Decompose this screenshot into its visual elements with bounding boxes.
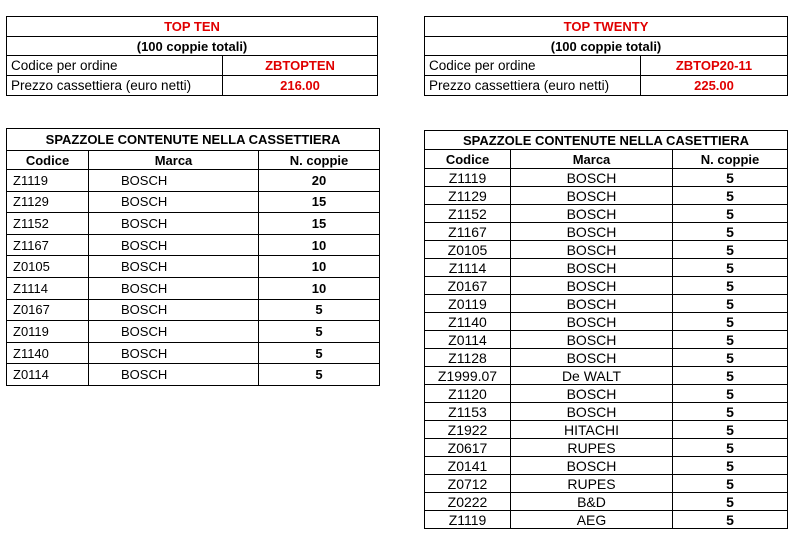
brand-cell: BOSCH — [89, 321, 259, 343]
code-cell: Z0114 — [425, 331, 511, 349]
right-table-row — [425, 259, 788, 277]
left-table-row — [7, 364, 380, 386]
code-cell: Z1167 — [425, 223, 511, 241]
brand-cell: BOSCH — [511, 187, 673, 205]
code-cell: Z0712 — [425, 475, 511, 493]
top-ten-subtitle: (100 coppie totali) — [7, 37, 378, 56]
pairs-cell: 5 — [673, 205, 788, 223]
pairs-cell: 5 — [673, 511, 788, 529]
brand-cell: BOSCH — [511, 241, 673, 259]
top-ten-code-label: Codice per ordine — [7, 56, 223, 76]
code-cell: Z1140 — [7, 342, 89, 364]
left-table-row — [7, 170, 380, 192]
code-cell: Z1152 — [7, 213, 89, 235]
right-table-row — [425, 277, 788, 295]
pairs-cell: 5 — [673, 169, 788, 187]
right-table-title: SPAZZOLE CONTENUTE NELLA CASETTIERA — [425, 131, 788, 150]
right-table-row — [425, 475, 788, 493]
code-cell: Z1119 — [425, 169, 511, 187]
top-ten-code-value: ZBTOPTEN — [223, 56, 378, 76]
pairs-cell: 5 — [673, 241, 788, 259]
right-table-row — [425, 439, 788, 457]
code-cell: Z0119 — [425, 295, 511, 313]
brand-cell: RUPES — [511, 439, 673, 457]
right-table-row — [425, 241, 788, 259]
brand-cell: BOSCH — [511, 277, 673, 295]
right-brush-table — [424, 130, 788, 529]
pairs-cell: 5 — [673, 277, 788, 295]
code-cell: Z0105 — [7, 256, 89, 278]
pairs-cell: 5 — [673, 295, 788, 313]
top-twenty-code-label: Codice per ordine — [425, 56, 641, 76]
right-col-header-pairs: N. coppie — [673, 150, 788, 169]
brand-cell: BOSCH — [89, 213, 259, 235]
brand-cell: BOSCH — [511, 169, 673, 187]
left-table-row — [7, 234, 380, 256]
left-table-row — [7, 191, 380, 213]
brand-cell: De WALT — [511, 367, 673, 385]
brand-cell: BOSCH — [89, 342, 259, 364]
brand-cell: BOSCH — [511, 313, 673, 331]
top-ten-title: TOP TEN — [7, 17, 378, 37]
pairs-cell: 10 — [259, 277, 380, 299]
brand-cell: AEG — [511, 511, 673, 529]
brand-cell: BOSCH — [511, 259, 673, 277]
right-table-row — [425, 457, 788, 475]
code-cell: Z1999.07 — [425, 367, 511, 385]
brand-cell: BOSCH — [511, 349, 673, 367]
code-cell: Z0141 — [425, 457, 511, 475]
pairs-cell: 5 — [673, 439, 788, 457]
pairs-cell: 5 — [673, 259, 788, 277]
left-table-title: SPAZZOLE CONTENUTE NELLA CASSETTIERA — [7, 129, 380, 151]
code-cell: Z1167 — [7, 234, 89, 256]
pairs-cell: 5 — [673, 421, 788, 439]
pairs-cell: 15 — [259, 191, 380, 213]
brand-cell: BOSCH — [89, 170, 259, 192]
top-ten-summary — [6, 16, 378, 96]
code-cell: Z0105 — [425, 241, 511, 259]
pairs-cell: 5 — [259, 299, 380, 321]
right-col-header-code: Codice — [425, 150, 511, 169]
right-table-row — [425, 403, 788, 421]
pairs-cell: 5 — [673, 331, 788, 349]
code-cell: Z1128 — [425, 349, 511, 367]
left-table-row — [7, 342, 380, 364]
code-cell: Z0167 — [7, 299, 89, 321]
code-cell: Z1153 — [425, 403, 511, 421]
code-cell: Z1114 — [425, 259, 511, 277]
pairs-cell: 5 — [673, 349, 788, 367]
brand-cell: BOSCH — [89, 234, 259, 256]
right-table-row — [425, 223, 788, 241]
right-table-row — [425, 511, 788, 529]
left-col-header-pairs: N. coppie — [259, 151, 380, 170]
top-twenty-title: TOP TWENTY — [425, 17, 788, 37]
left-table-row — [7, 277, 380, 299]
brand-cell: BOSCH — [511, 223, 673, 241]
code-cell: Z1129 — [7, 191, 89, 213]
pairs-cell: 5 — [259, 321, 380, 343]
code-cell: Z1119 — [425, 511, 511, 529]
code-cell: Z0114 — [7, 364, 89, 386]
right-table-row — [425, 385, 788, 403]
pairs-cell: 5 — [673, 403, 788, 421]
brand-cell: B&D — [511, 493, 673, 511]
left-table-row — [7, 256, 380, 278]
top-twenty-price-label: Prezzo cassettiera (euro netti) — [425, 76, 641, 96]
left-col-header-code: Codice — [7, 151, 89, 170]
right-table-row — [425, 295, 788, 313]
left-brush-table — [6, 128, 380, 386]
brand-cell: BOSCH — [511, 331, 673, 349]
brand-cell: BOSCH — [511, 403, 673, 421]
brand-cell: BOSCH — [511, 205, 673, 223]
pairs-cell: 5 — [673, 475, 788, 493]
left-table-row — [7, 299, 380, 321]
top-twenty-summary — [424, 16, 788, 96]
code-cell: Z1129 — [425, 187, 511, 205]
pairs-cell: 15 — [259, 213, 380, 235]
pairs-cell: 20 — [259, 170, 380, 192]
pairs-cell: 10 — [259, 234, 380, 256]
pairs-cell: 5 — [673, 313, 788, 331]
right-col-header-brand: Marca — [511, 150, 673, 169]
pairs-cell: 5 — [259, 364, 380, 386]
top-twenty-code-value: ZBTOP20-11 — [641, 56, 788, 76]
right-table-row — [425, 187, 788, 205]
brand-cell: BOSCH — [89, 277, 259, 299]
code-cell: Z1140 — [425, 313, 511, 331]
code-cell: Z0119 — [7, 321, 89, 343]
pairs-cell: 5 — [259, 342, 380, 364]
pairs-cell: 5 — [673, 457, 788, 475]
right-table-row — [425, 493, 788, 511]
right-table-row — [425, 205, 788, 223]
code-cell: Z0167 — [425, 277, 511, 295]
top-twenty-subtitle: (100 coppie totali) — [425, 37, 788, 56]
right-table-row — [425, 313, 788, 331]
code-cell: Z0222 — [425, 493, 511, 511]
top-ten-price-value: 216.00 — [223, 76, 378, 96]
right-table-row — [425, 349, 788, 367]
left-table-row — [7, 213, 380, 235]
pairs-cell: 5 — [673, 367, 788, 385]
brand-cell: BOSCH — [511, 385, 673, 403]
code-cell: Z1152 — [425, 205, 511, 223]
left-table-row — [7, 321, 380, 343]
pairs-cell: 10 — [259, 256, 380, 278]
code-cell: Z1922 — [425, 421, 511, 439]
code-cell: Z1119 — [7, 170, 89, 192]
brand-cell: BOSCH — [89, 256, 259, 278]
pairs-cell: 5 — [673, 493, 788, 511]
brand-cell: BOSCH — [511, 295, 673, 313]
brand-cell: BOSCH — [89, 299, 259, 321]
brand-cell: BOSCH — [511, 457, 673, 475]
right-table-row — [425, 331, 788, 349]
left-col-header-brand: Marca — [89, 151, 259, 170]
code-cell: Z1114 — [7, 277, 89, 299]
brand-cell: RUPES — [511, 475, 673, 493]
pairs-cell: 5 — [673, 385, 788, 403]
pairs-cell: 5 — [673, 187, 788, 205]
right-table-row — [425, 169, 788, 187]
code-cell: Z1120 — [425, 385, 511, 403]
brand-cell: BOSCH — [89, 191, 259, 213]
pairs-cell: 5 — [673, 223, 788, 241]
top-twenty-price-value: 225.00 — [641, 76, 788, 96]
code-cell: Z0617 — [425, 439, 511, 457]
top-ten-price-label: Prezzo cassettiera (euro netti) — [7, 76, 223, 96]
brand-cell: BOSCH — [89, 364, 259, 386]
brand-cell: HITACHI — [511, 421, 673, 439]
right-table-row — [425, 421, 788, 439]
right-table-row — [425, 367, 788, 385]
